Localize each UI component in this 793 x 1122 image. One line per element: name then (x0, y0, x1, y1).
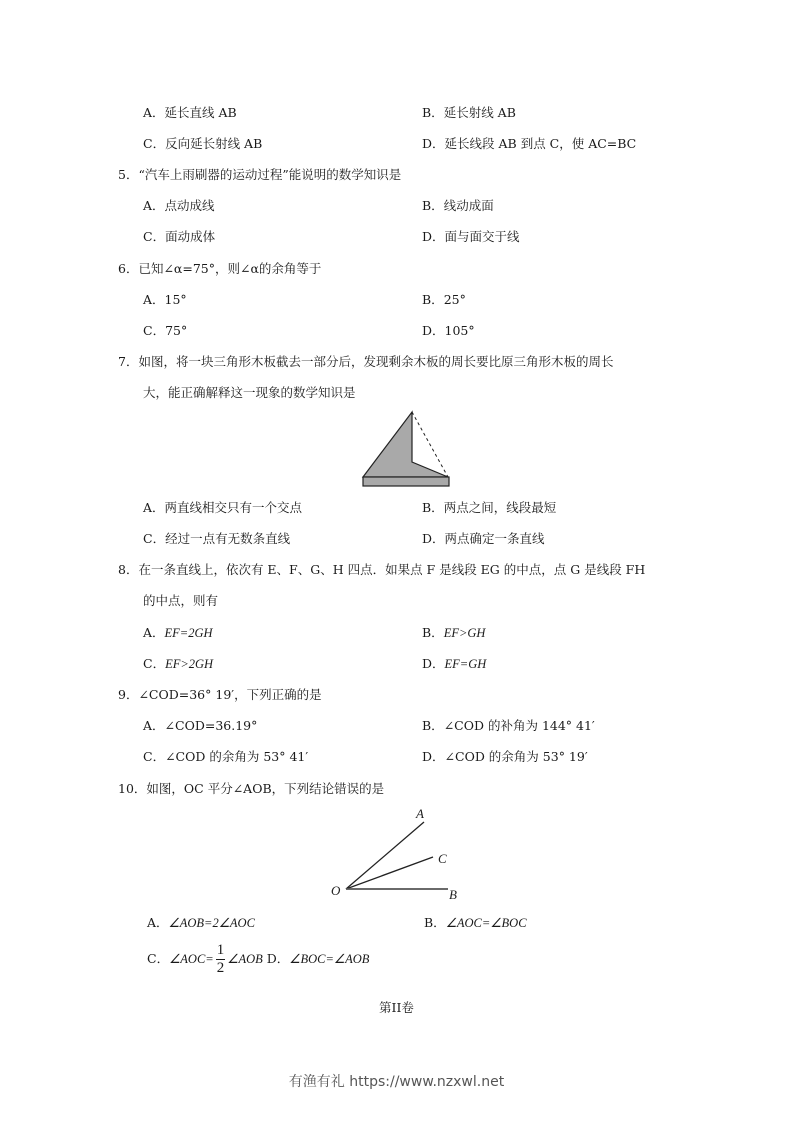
q10-option-c-pre: ∠AOC= (169, 952, 214, 966)
q5-option-d: D．面与面交于线 (422, 229, 520, 244)
q8-stem-line2: 的中点，则有 (143, 593, 219, 608)
q7-option-b: B．两点之间，线段最短 (422, 500, 557, 515)
section-title: 第II卷 (379, 1000, 414, 1015)
q7-option-a: A．两直线相交只有一个交点 (143, 500, 303, 515)
q9-stem: 9．∠COD=36° 19′，下列正确的是 (118, 687, 322, 702)
q4-option-d: D．延长线段 AB 到点 C，使 AC=BC (422, 136, 637, 151)
q4-option-c: C．反向延长射线 AB (143, 136, 263, 151)
q7-option-d: D．两点确定一条直线 (422, 531, 545, 546)
q8-option-b: B．EF>GH (422, 625, 486, 640)
q8-option-a: A．EF=2GH (143, 625, 213, 640)
fraction-denominator: 2 (216, 960, 225, 976)
triangle-board-figure (355, 405, 460, 490)
point-c-label: C (438, 851, 447, 866)
point-o-label: O (331, 883, 341, 898)
q7-option-c: C．经过一点有无数条直线 (143, 531, 291, 546)
q6-option-b: B．25° (422, 292, 466, 307)
q6-option-d: D．105° (422, 323, 475, 338)
q9-option-b: B．∠COD 的补角为 144° 41′ (422, 718, 595, 733)
q10-stem: 10．如图，OC 平分∠AOB，下列结论错误的是 (118, 781, 385, 796)
q4-option-b: B．延长射线 AB (422, 105, 516, 120)
q10-option-d-letter: D． (266, 951, 290, 966)
q10-option-d-text: ∠BOC=∠AOB (289, 952, 370, 966)
q10-option-a: A．∠AOB=2∠AOC (147, 915, 255, 930)
q9-option-c: C．∠COD 的余角为 53° 41′ (143, 749, 309, 764)
q6-option-a: A．15° (143, 292, 187, 307)
q10-option-c-post: ∠AOB (227, 952, 263, 966)
fraction-numerator: 1 (216, 942, 225, 958)
q6-stem: 6．已知∠α=75°，则∠α的余角等于 (118, 261, 322, 276)
q6-option-c: C．75° (143, 323, 188, 338)
q9-option-d: D．∠COD 的余角为 53° 19′ (422, 749, 588, 764)
q7-stem-line2: 大，能正确解释这一现象的数学知识是 (143, 385, 356, 400)
footer-watermark: 有渔有礼 https://www.nzxwl.net (288, 1074, 505, 1090)
q8-stem-line1: 8．在一条直线上，依次有 E、F、G、H 四点．如果点 F 是线段 EG 的中点，点 G 是线段 FH (118, 562, 646, 577)
q5-stem: 5．“汽车上雨刷器的运动过程”能说明的数学知识是 (118, 167, 402, 182)
q4-option-a: A．延长直线 AB (143, 105, 237, 120)
q5-option-b: B．线动成面 (422, 198, 494, 213)
point-a-label: A (416, 806, 424, 821)
q10-options-cd-row (147, 942, 369, 977)
q9-option-a: A．∠COD=36.19° (143, 718, 258, 733)
angle-bisector-figure (320, 800, 470, 910)
q8-option-c: C．EF>2GH (143, 656, 214, 671)
q5-option-c: C．面动成体 (143, 229, 216, 244)
q10-option-c-letter: C． (147, 951, 170, 966)
q5-option-a: A．点动成线 (143, 198, 215, 213)
q10-option-b: B．∠AOC=∠BOC (424, 915, 527, 930)
fraction-one-half (216, 942, 226, 977)
q7-stem-line1: 7．如图，将一块三角形木板截去一部分后，发现剩余木板的周长要比原三角形木板的周长 (118, 354, 614, 369)
point-b-label: B (449, 887, 457, 902)
q8-option-d: D．EF=GH (422, 656, 487, 671)
